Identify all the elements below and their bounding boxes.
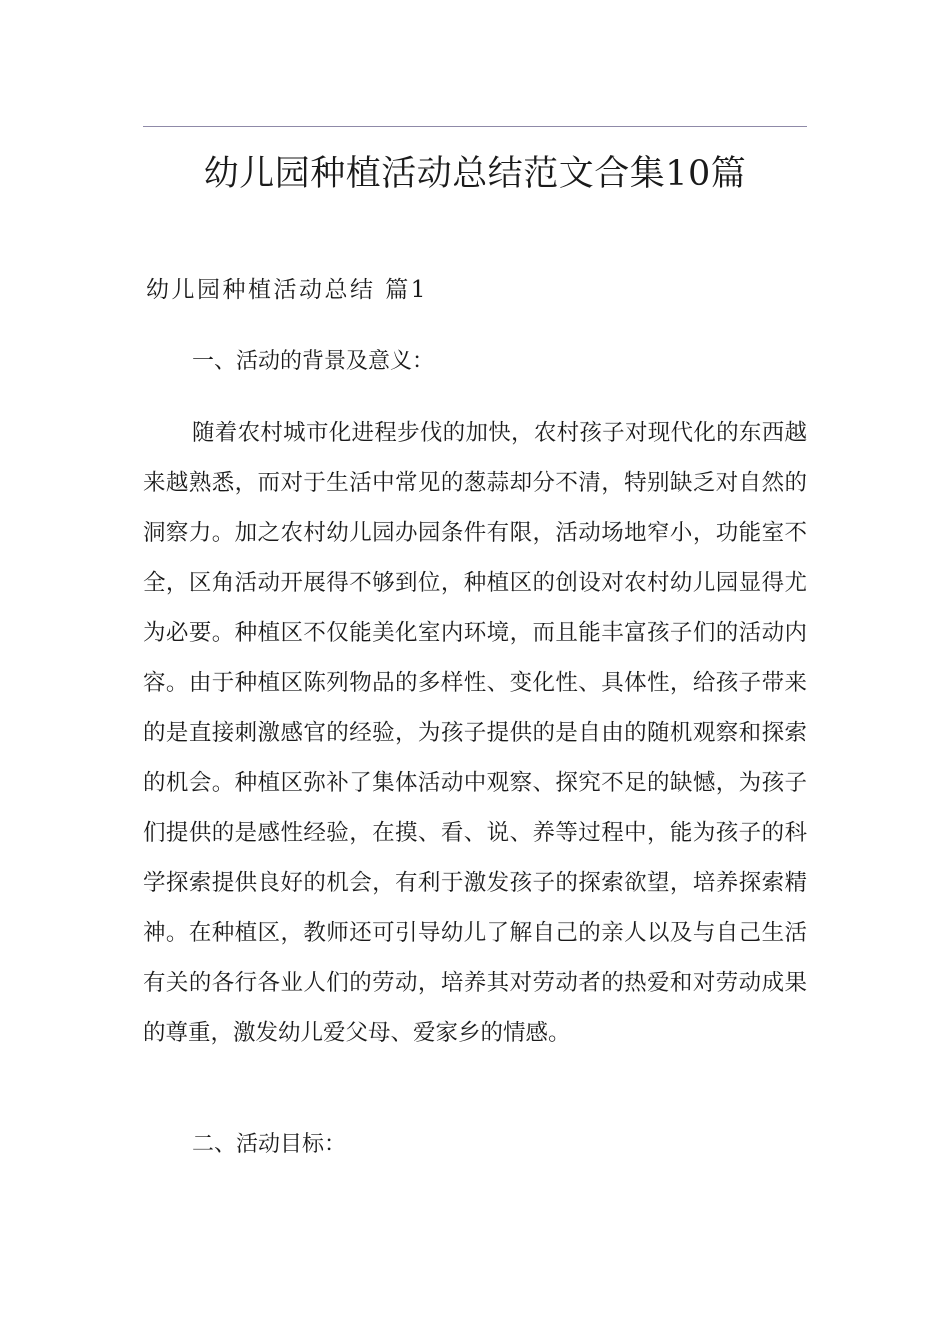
header-rule [143,126,807,127]
subheading-goals: 二、活动目标： [192,1132,347,1157]
body-paragraph: 随着农村城市化进程步伐的加快，农村孩子对现代化的东西越来越熟悉，而对于生活中常见的葱蒜却分不清，特别缺乏对自然的洞察力。加之农村幼儿园办园条件有限，活动场地窄小，功能室不全，区角活动开展得不够到位，种植区的创设对农村幼儿园显得尤为必要。种植区不仅能美化室内环境，而且能丰富孩子们的活动内容。由于种植区陈列物品的多样性、变化性、具体性，给孩子带来的是直接刺激感官的经验，为孩子提供的是自由的随机观察和探索的机会。种植区弥补了集体活动中观察、探究不足的缺憾，为孩子们提供的是感性经验，在摸、看、说、养等过程中，能为孩子的科学探索提供良好的机会，有利于激发孩子的探索欲望，培养探索精神。在种植区，教师还可引导幼儿了解自己的亲人以及与自己生活有关的各行各业人们的劳动，培养其对劳动者的热爱和对劳动成果的尊重，激发幼儿爱父母、爱家乡的情感。 [143,420,807,1046]
subheading-background: 一、活动的背景及意义： [192,349,435,374]
document-title: 幼儿园种植活动总结范文合集10篇 [203,154,747,194]
section-title: 幼儿园种植活动总结 篇1 [146,277,428,303]
